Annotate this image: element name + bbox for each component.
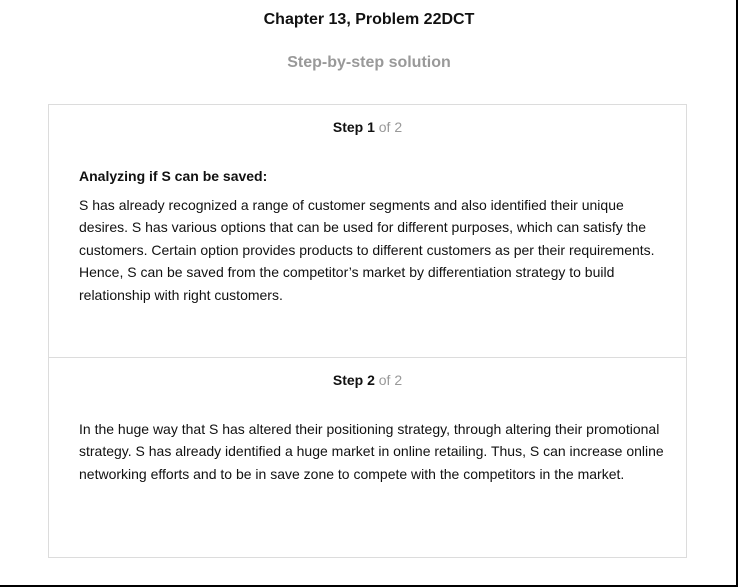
step-2-count: of 2 [378, 372, 403, 388]
solution-container [48, 104, 687, 558]
step-2-header [49, 372, 686, 388]
step-1-label: Step 1 [332, 119, 375, 135]
step-1-heading: Analyzing if S can be saved: [79, 168, 268, 184]
step-1-section [49, 105, 686, 358]
step-1-text: S has already recognized a range of customer segments and also identified their unique desires. S has various options that can be used for different purposes, which can satisfy the customers. Certain option provides products to different customers as per their requirements. Hence, S can be saved from the competitor’s market by differentiation strategy to build relationship with right customers. [79, 197, 655, 303]
step-1-count: of 2 [378, 119, 403, 135]
chapter-title: Chapter 13, Problem 22DCT [263, 11, 475, 28]
solution-subtitle: Step-by-step solution [287, 54, 451, 71]
step-2-label: Step 2 [332, 372, 375, 388]
step-2-section [49, 358, 686, 558]
step-1-header [49, 119, 686, 135]
step-2-text: In the huge way that S has altered their positioning strategy, through altering their promotional strategy. S has already identified a huge market in online retailing. Thus, S can increase online networking efforts and to be in save zone to compete with the competitors in the market. [79, 421, 664, 482]
